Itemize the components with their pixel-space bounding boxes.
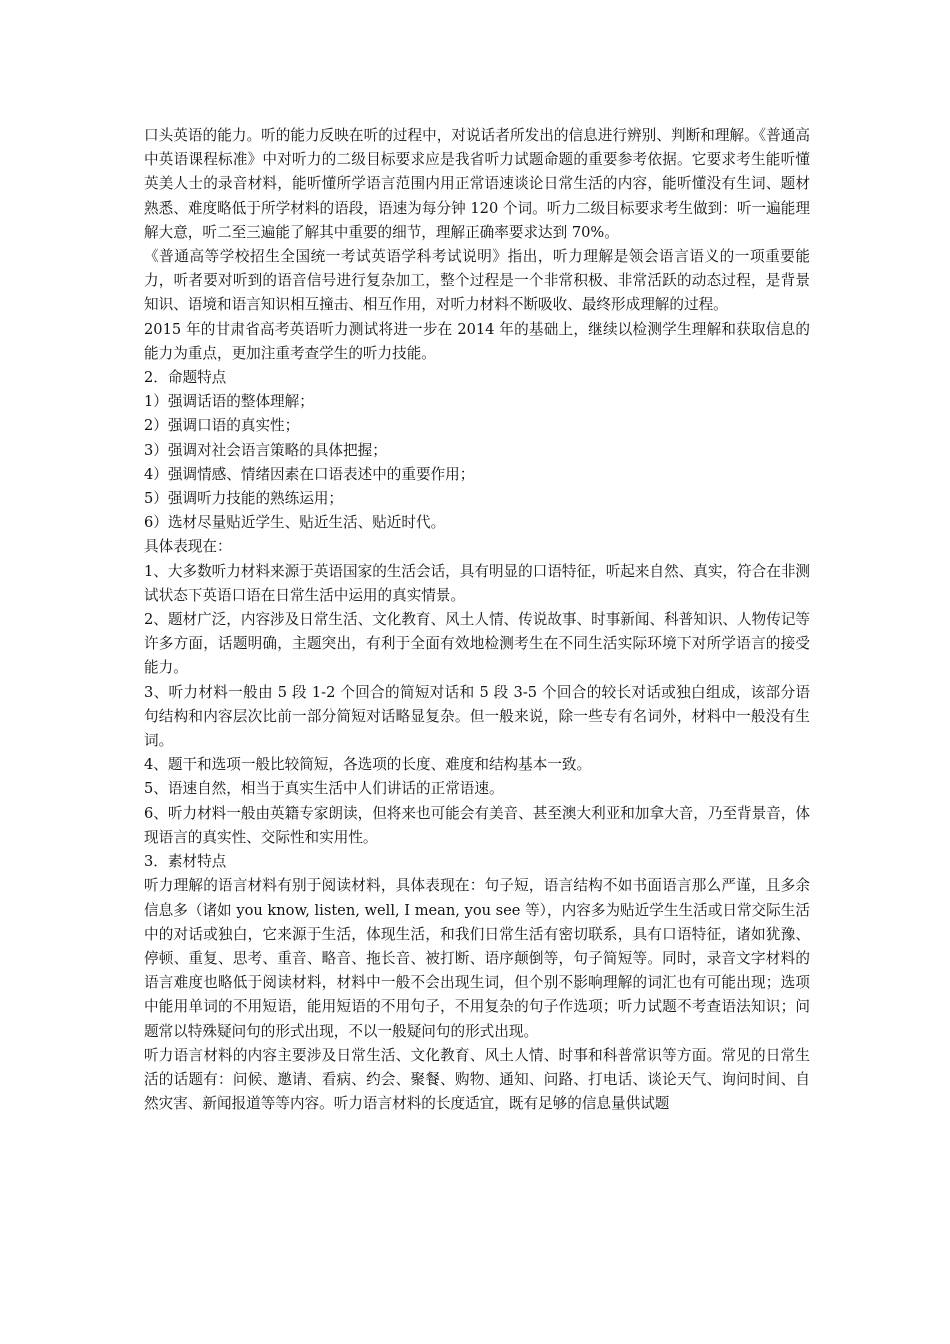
paragraph-material-topics: 听力语言材料的内容主要涉及日常生活、文化教育、风土人情、时事和科普常识等方面。常见的日常生活的话题有：问候、邀请、看病、约会、聚餐、购物、通知、问路、打电话、谈论天气、询问时间、自然灾害、新闻报道等等内容。听力语言材料的长度适宜，既有足够的信息量供试题 <box>144 1046 810 1113</box>
paragraph-exam-description: 《普通高等学校招生全国统一考试英语学科考试说明》指出，听力理解是领会语言语义的一项重要能力，听者要对听到的语音信号进行复杂加工，整个过程是一个非常积极、非常活跃的动态过程，是背景知识、语境和语言知识相互撞击、相互作用，对听力材料不断吸收、最终形成理解的过程。 <box>144 248 810 314</box>
paragraph-listening-ability: 口头英语的能力。听的能力反映在听的过程中，对说话者所发出的信息进行辨别、判断和理解。《普通高中英语课程标准》中对听力的二级目标要求应是我省听力试题命题的重要参考依据。它要求考生能听懂英美人士的录音材料，能听懂所学语言范围内用正常语速谈论日常生活的内容，能听懂没有生词、题材熟悉、难度略低于所学材料的语段，语速为每分钟 120 个词。听力二级目标要求考生做到：听一遍能理解大意，听二至三遍能了解其中重要的细节，理解正确率要求达到 70%。 <box>144 127 810 241</box>
paragraph-manifestation-intro: 具体表现在： <box>144 538 232 556</box>
document-page <box>144 124 810 1116</box>
detail-item-6: 6、听力材料一般由英籍专家朗读，但将来也可能会有美音、甚至澳大利亚和加拿大音，乃至背景音，体现语言的真实性、交际性和实用性。 <box>144 804 811 846</box>
paragraph-gansu-2015: 2015 年的甘肃省高考英语听力测试将进一步在 2014 年的基础上，继续以检测学生理解和获取信息的能力为重点，更加注重考查学生的听力技能。 <box>144 320 810 362</box>
list-item-4: 4）强调情感、情绪因素在口语表述中的重要作用； <box>144 465 475 483</box>
detail-item-2: 2、题材广泛，内容涉及日常生活、文化教育、风土人情、传说故事、时事新闻、科普知识、人物传记等许多方面，话题明确，主题突出，有利于全面有效地检测考生在不同生活实际环境下对所学语言的接受能力。 <box>144 611 811 677</box>
section-heading-materials: 3．素材特点 <box>144 853 227 871</box>
detail-item-4: 4、题干和选项一般比较简短，各选项的长度、难度和结构基本一致。 <box>144 756 592 774</box>
detail-item-3: 3、听力材料一般由 5 段 1-2 个回合的简短对话和 5 段 3-5 个回合的较长对话或独白组成，该部分语句结构和内容层次比前一部分简短对话略显复杂。但一般来说，除一些专有名词外，材料中一般没有生词。 <box>144 683 810 750</box>
detail-item-1: 1、大多数听力材料来源于英语国家的生活会话，具有明显的口语特征，听起来自然、真实，符合在非测试状态下英语口语在日常生活中运用的真实情景。 <box>144 562 811 604</box>
list-item-3: 3）强调对社会语言策略的具体把握； <box>144 441 387 459</box>
list-item-5: 5）强调听力技能的熟练运用； <box>144 490 344 508</box>
list-item-2: 2）强调口语的真实性； <box>144 417 300 435</box>
list-item-6: 6）选材尽量贴近学生、贴近生活、贴近时代。 <box>144 514 446 532</box>
list-item-1: 1）强调话语的整体理解； <box>144 393 314 411</box>
paragraph-material-features: 听力理解的语言材料有别于阅读材料，具体表现在：句子短，语言结构不如书面语言那么严谨，且多余信息多（诸如 you know, listen, well, I mean, you see 等），内容多为贴近学生生活或日常交际生活中的对话或独白，它来源于生活，体现生活，和我们日常生活有密切联系，具有口语特征，诸如犹豫、停顿、重复、思考、重音、略音、拖长音、被打断、语序颠倒等，句子简短等。同时，录音文字材料的语言难度也略低于阅读材料，材料中一般不会出现生词，但个别不影响理解的词汇也有可能出现；选项中能用单词的不用短语，能用短语的不用句子，不用复杂的句子作选项；听力试题不考查语法知识；问题常以特殊疑问句的形式出现，不以一般疑问句的形式出现。 <box>144 877 810 1040</box>
section-heading-features: 2．命题特点 <box>144 369 227 387</box>
detail-item-5: 5、语速自然，相当于真实生活中人们讲话的正常语速。 <box>144 780 504 798</box>
